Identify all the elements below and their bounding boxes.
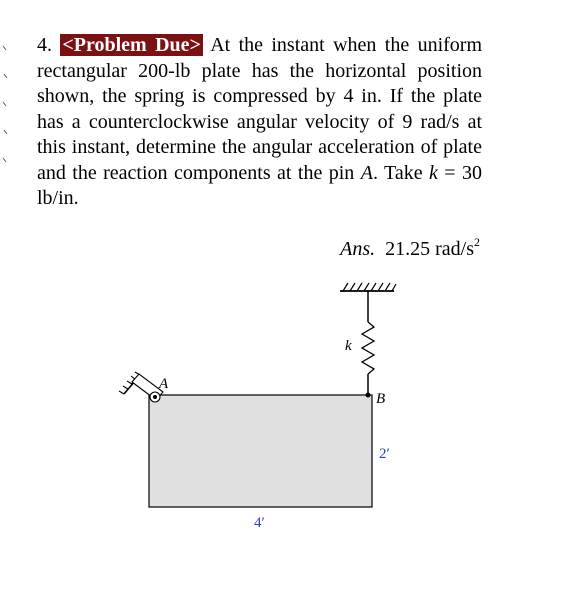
- pin-label-inline: A: [360, 161, 373, 184]
- problem-number: 4.: [37, 34, 52, 56]
- pin-support-a: [119, 372, 163, 402]
- spring-constant-value: = 30 lb/in.: [37, 161, 483, 209]
- answer-line: [340, 236, 480, 262]
- answer-value: 21.25 rad/s: [385, 238, 474, 260]
- problem-statement: [37, 33, 482, 212]
- spring-constant-symbol: k: [429, 161, 438, 184]
- pin-a-label: A: [159, 376, 169, 392]
- plate-width-label: 4′: [254, 515, 265, 531]
- corner-b-label: B: [376, 391, 386, 407]
- answer-label: Ans.: [340, 238, 376, 260]
- problem-due-tag: <Problem Due>: [62, 34, 201, 56]
- spring: [362, 291, 374, 395]
- plate-height-label: 2′: [379, 446, 390, 462]
- answer-exponent: 2: [474, 235, 480, 249]
- corner-b-point: [366, 393, 371, 398]
- plate-spring-diagram: [0, 270, 574, 570]
- rectangular-plate: [149, 395, 372, 507]
- page-edge-marks: [0, 40, 8, 170]
- problem-text-part-2: . Take: [372, 161, 429, 184]
- spring-label: k: [345, 338, 352, 354]
- problem-text-part-1: At the instant when the uniform rectangular 200-lb plate has the horizontal position shown, the spring is compressed by 4 in. If the plate has a counterclockwise angular velocity of 9 rad/s at this instant, determine the angular acceleration of plate and the reaction components at the pin: [37, 34, 482, 184]
- ceiling-support: [340, 283, 396, 291]
